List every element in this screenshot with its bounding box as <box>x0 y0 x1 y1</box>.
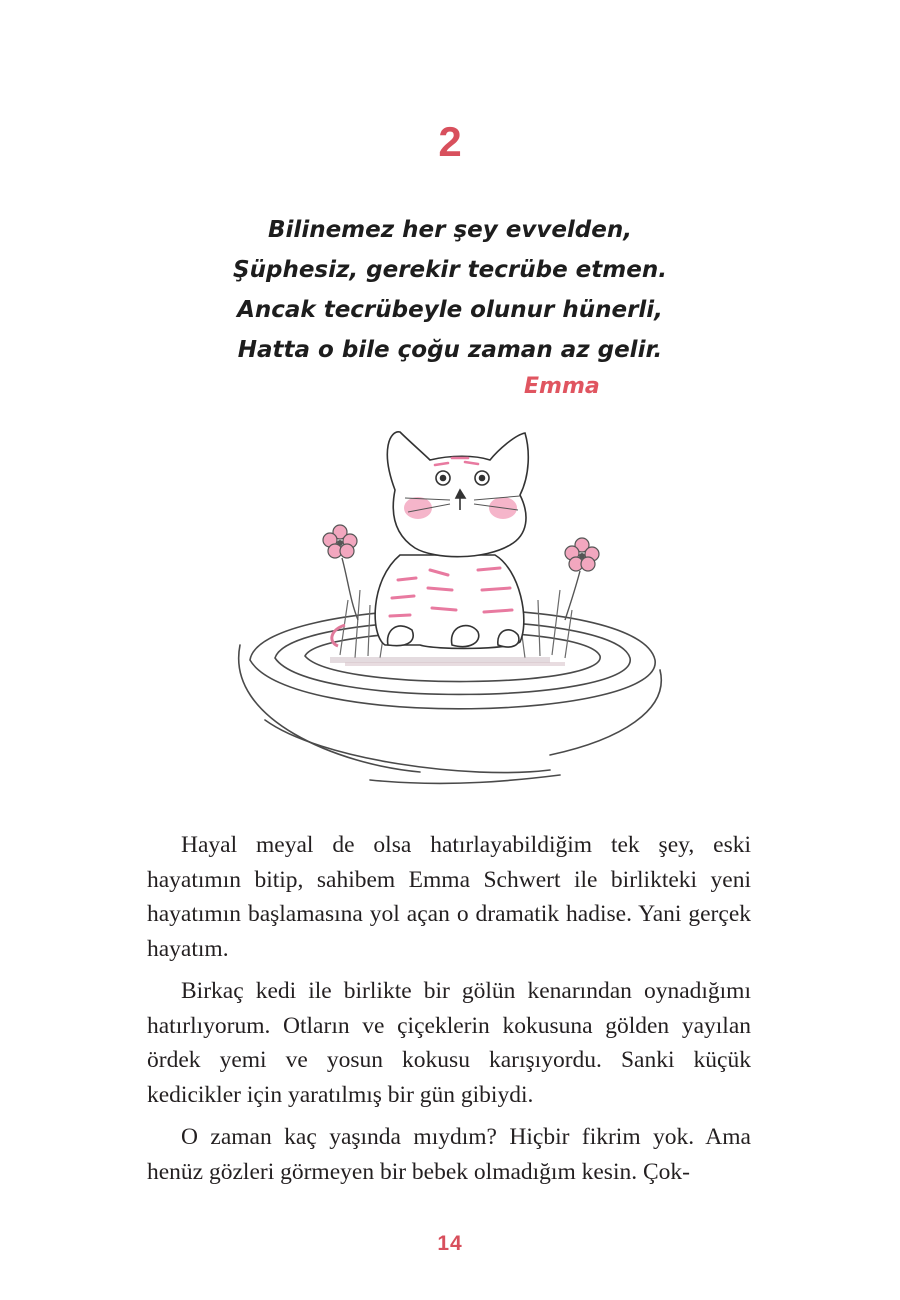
epigraph-line: Hatta o bile çoğu zaman az gelir. <box>237 337 663 363</box>
epigraph-line: Bilinemez her şey evvelden, <box>268 217 632 243</box>
page-number: 14 <box>437 1232 463 1255</box>
epigraph-line: Ancak tecrübeyle olunur hünerli, <box>237 297 663 323</box>
paragraph: Birkaç kedi ile birlikte bir gölün kenarından oynadığımı hatırlıyorum. Otların ve çiçeklerin kokusuna gölden yayılan ördek yemi ve yosun kokusu karışıyordu. Sanki küçük kedicikler için yaratılmış bir gün gibiydi. <box>147 978 751 1108</box>
cat-icon <box>332 432 528 649</box>
paragraph: O zaman kaç yaşında mıydım? Hiçbir fikrim yok. Ama henüz gözleri görmeyen bir bebek olmadığım kesin. Çok- <box>147 1124 751 1185</box>
epigraph-author: Emma <box>524 374 600 399</box>
epigraph-line: Şüphesiz, gerekir tecrübe etmen. <box>233 257 667 283</box>
paragraph: Hayal meyal de olsa hatırlayabildiğim tek şey, eski hayatımın bitip, sahibem Emma Schwert ile birlikteki yeni hayatımın başlamasına yol açan o dramatik hadise. Yani gerçek hayatım. <box>147 832 751 962</box>
cat-illustration <box>220 420 680 790</box>
body-text <box>147 828 751 1197</box>
chapter-number: 2 <box>438 118 462 165</box>
epigraph <box>0 210 900 370</box>
flower-right-icon <box>565 538 599 620</box>
flower-left-icon <box>323 525 358 620</box>
